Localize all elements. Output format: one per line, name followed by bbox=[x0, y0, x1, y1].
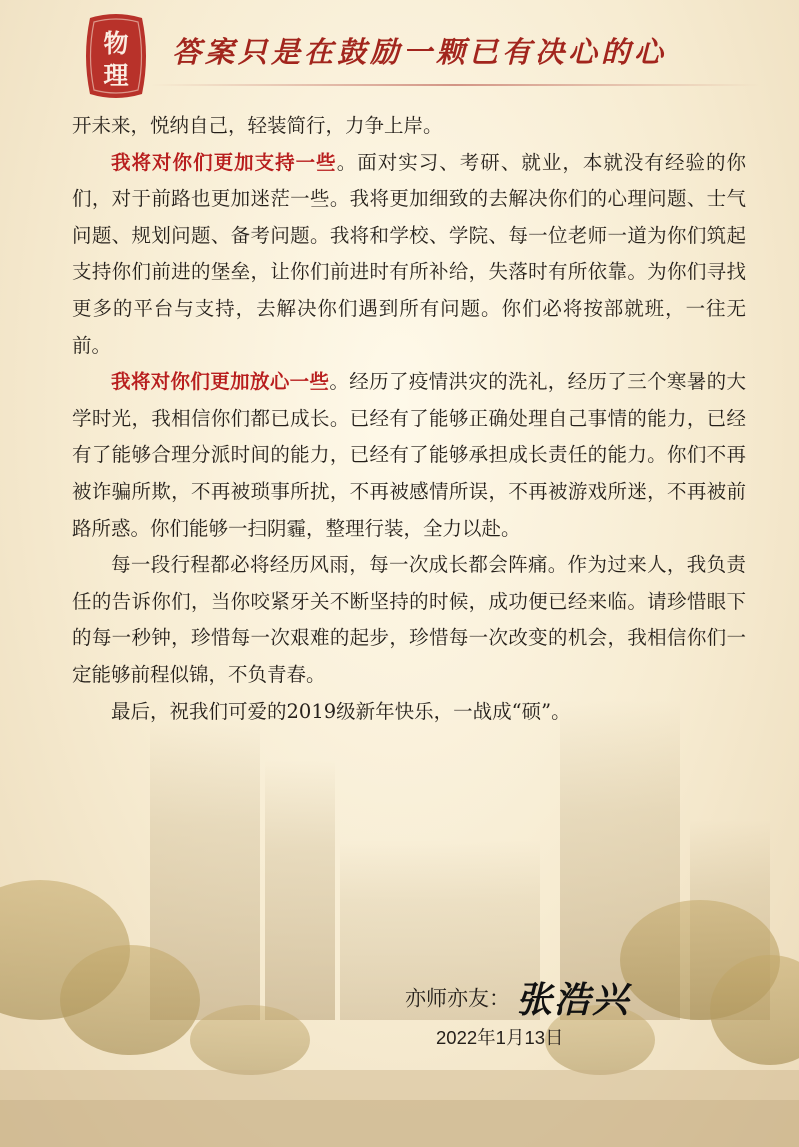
header-divider bbox=[150, 84, 760, 86]
paragraph-4: 最后，祝我们可爱的2019级新年快乐，一战成“硕”。 bbox=[111, 699, 571, 723]
paragraph-2-text: 。经历了疫情洪灾的洗礼，经历了三个寒暑的大学时光，我相信你们都已成长。已经有了能够正确处理自己事情的能力，已经有了能够合理分派时间的能力，已经有了能够承担成长责任的能力。你们不再被诈骗所欺，不再被琐事所扰，不再被感情所误，不再被游戏所迷，不再被前路所惑。你们能够一扫阴霾，整理行装，全力以赴。 bbox=[72, 370, 746, 540]
signature-name: 张浩兴 bbox=[516, 979, 631, 1021]
paragraph-0: 开未来，悦纳自己，轻装简行，力争上岸。 bbox=[72, 114, 443, 137]
header-title: 答案只是在鼓励一颗已有决心的心 bbox=[172, 35, 668, 69]
paragraph-1-text: 。面对实习、考研、就业，本就没有经验的你们，对于前路也更加迷茫一些。我将更加细致的去解决你们的心理问题、士气问题、规划问题、备考问题。我将和学校、学院、每一位老师一道为你们筑起支持你们前进的堡垒，让你们前进时有所补给，失落时有所依靠。为你们寻找更多的平台与支持，去解决你们遇到所有问题。你们必将按部就班，一往无前。 bbox=[72, 150, 746, 357]
seal-char-top: 物 bbox=[103, 29, 129, 58]
paragraph-1-highlight: 我将对你们更加支持一些 bbox=[111, 150, 337, 174]
seal-stamp bbox=[80, 10, 152, 102]
letter-date: 2022年1月13日 bbox=[436, 1027, 564, 1048]
signature-block bbox=[405, 972, 630, 1022]
paragraph-3: 每一段行程都必将经历风雨，每一次成长都会阵痛。作为过来人，我负责任的告诉你们，当你咬紧牙关不断坚持的时候，成功便已经来临。请珍惜眼下的每一秒钟，珍惜每一次艰难的起步，珍惜每一次改变的机会，我相信你们一定能够前程似锦，不负青春。 bbox=[72, 553, 746, 686]
signature-label: 亦师亦友： bbox=[405, 986, 510, 1011]
paragraph-1 bbox=[72, 145, 746, 365]
seal-char-bottom: 理 bbox=[103, 61, 129, 90]
letter-body bbox=[72, 108, 746, 730]
paragraph-2-highlight: 我将对你们更加放心一些 bbox=[111, 370, 330, 394]
paragraph-2 bbox=[72, 364, 746, 547]
